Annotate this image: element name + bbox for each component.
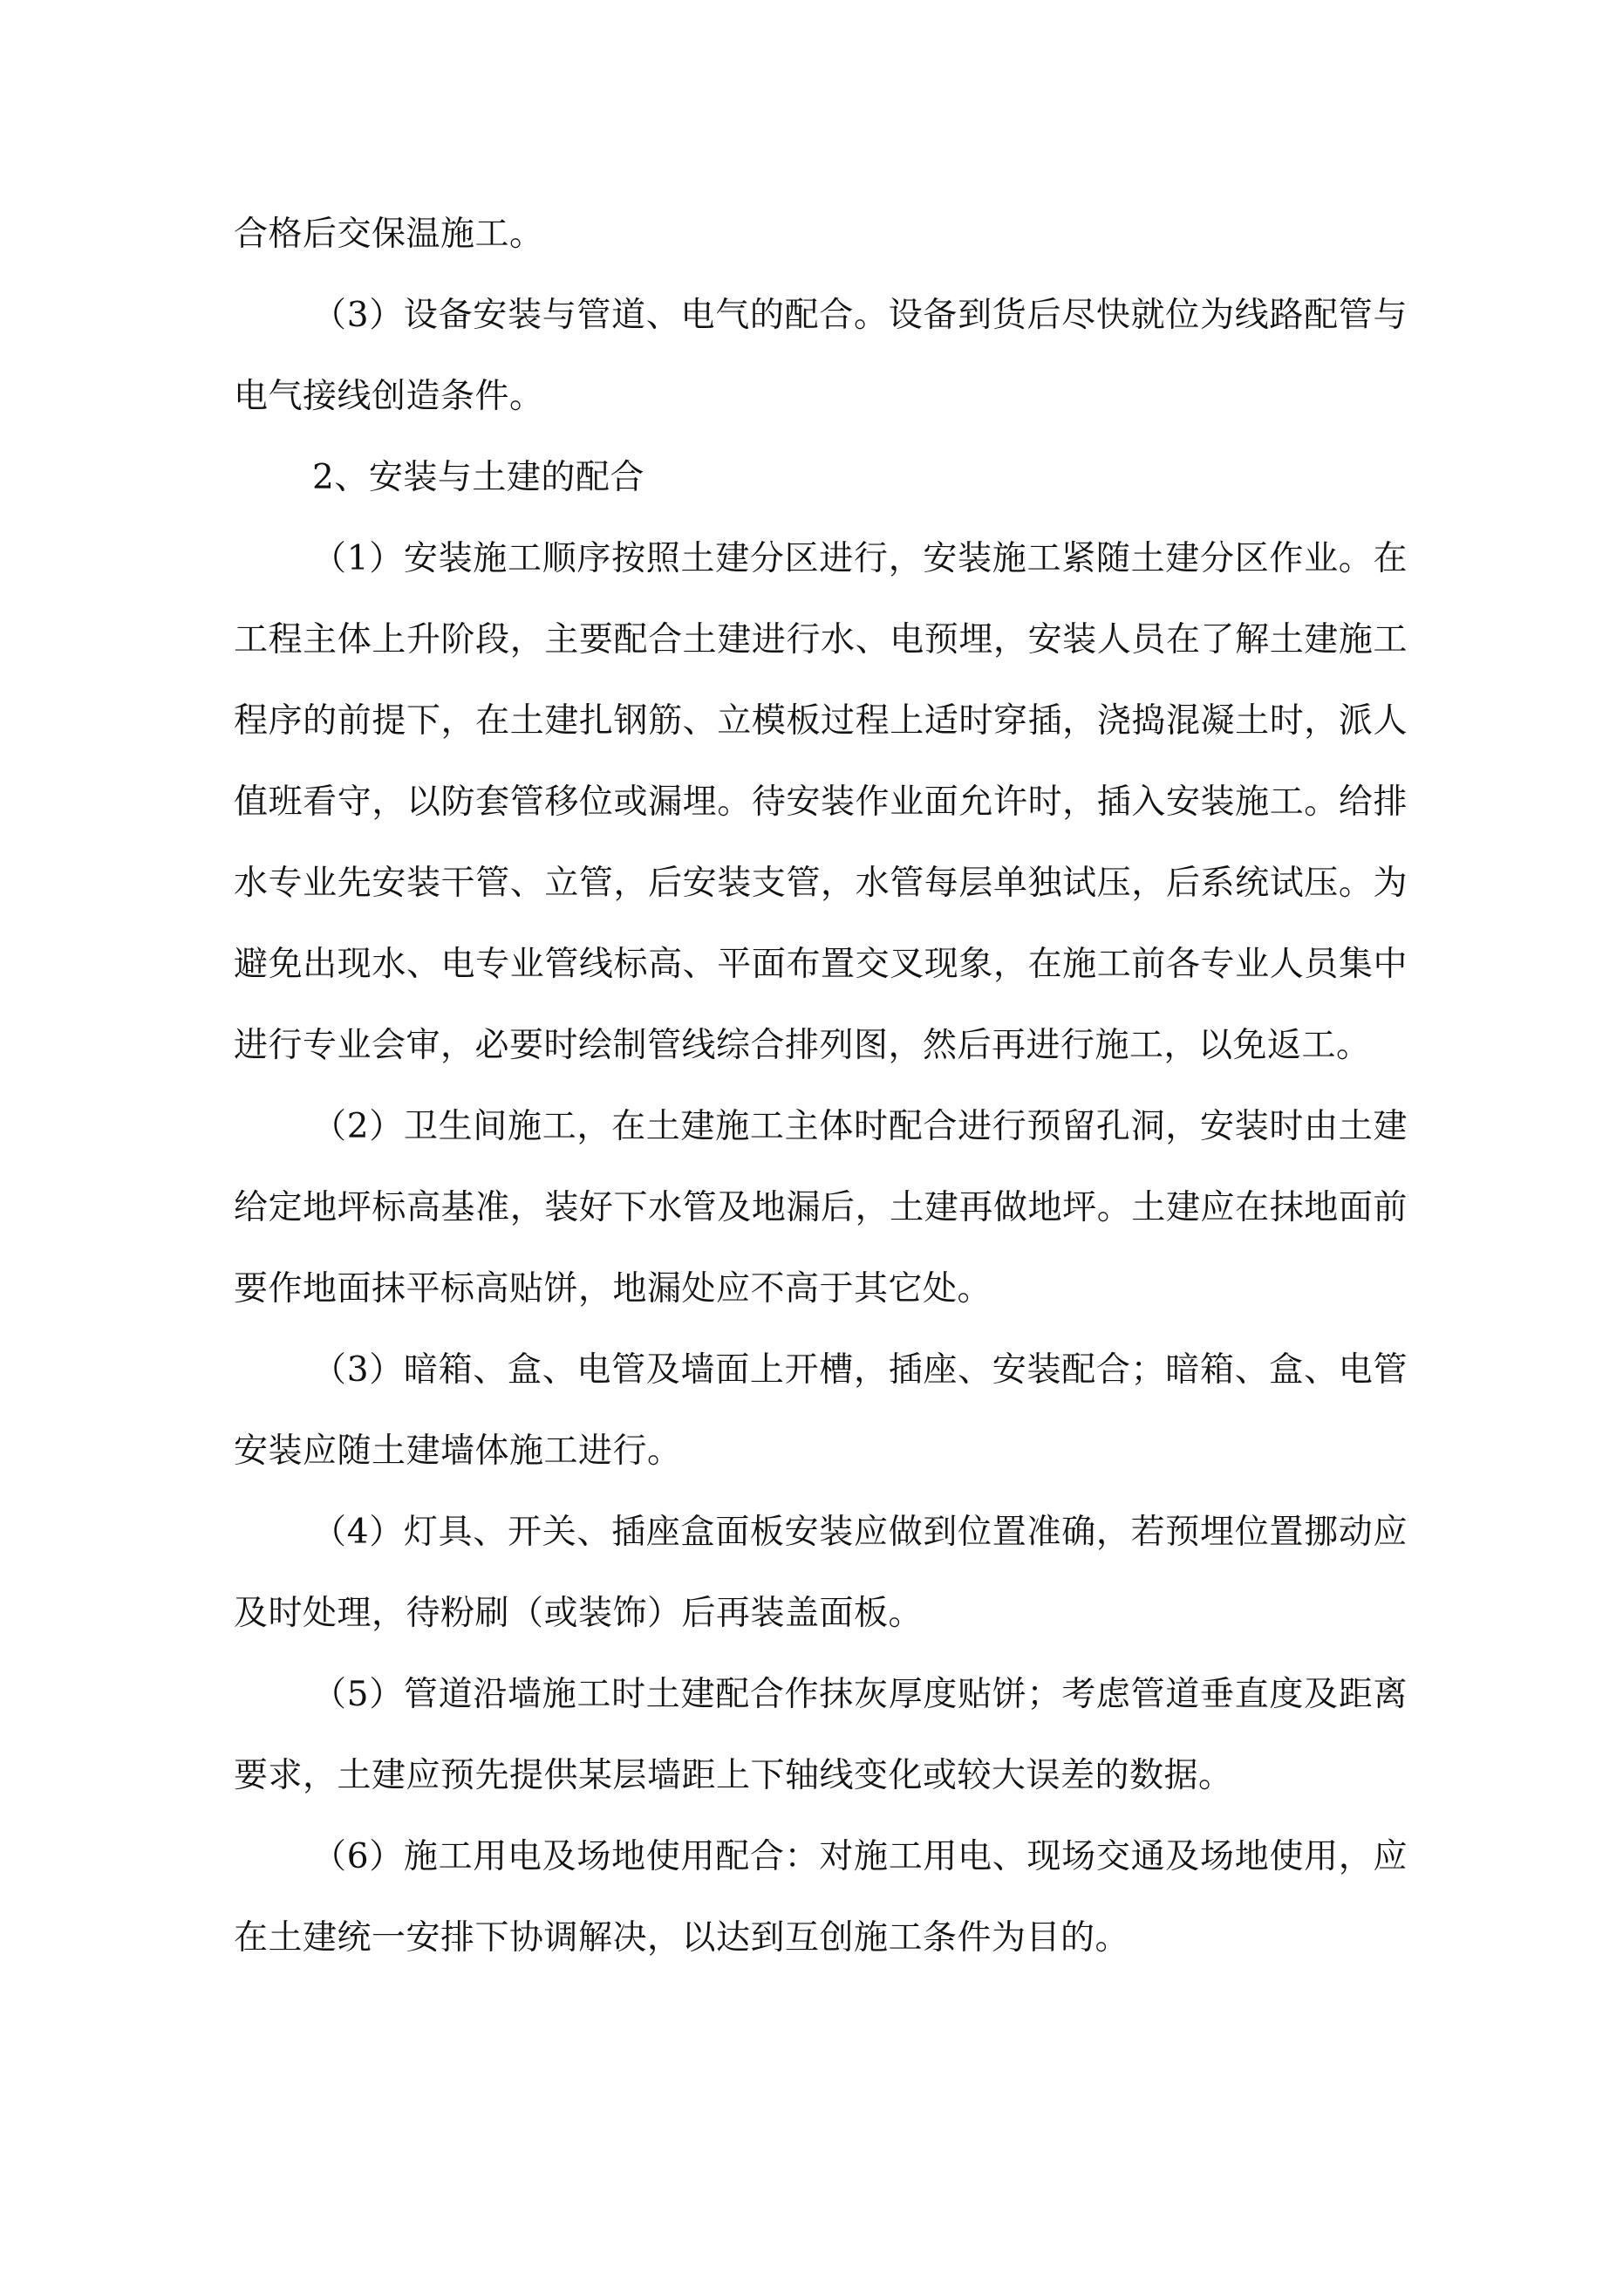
document-body [234,194,1408,1978]
section-heading-civil-coordination: 2、安装与土建的配合 [312,458,644,497]
paragraph-site-power: （6）施工用电及场地使用配合：对施工用电、现场交通及场地使用，应在土建统一安排下协调解决，以达到互创施工条件为目的。 [234,1837,1408,1958]
paragraph-wall-piping: （5）管道沿墙施工时土建配合作抹灰厚度贴饼；考虑管道垂直度及距离要求，土建应预先提供某层墙距上下轴线变化或较大误差的数据。 [234,1675,1408,1795]
paragraph-bathroom-construction: （2）卫生间施工，在土建施工主体时配合进行预留孔洞，安装时由土建给定地坪标高基准，装好下水管及地漏后，土建再做地坪。土建应在抹地面前要作地面抹平标高贴饼，地漏处应不高于其它处。 [234,1107,1408,1309]
paragraph-construction-sequence: （1）安装施工顺序按照土建分区进行，安装施工紧随土建分区作业。在工程主体上升阶段，主要配合土建进行水、电预埋，安装人员在了解土建施工程序的前提下，在土建扎钢筋、立模板过程上适时穿插，浇捣混凝土时，派人值班看守，以防套管移位或漏埋。待安装作业面允许时，插入安装施工。给排水专业先安装干管、立管，后安装支管，水管每层单独试压，后系统试压。为避免出现水、电专业管线标高、平面布置交叉现象，在施工前各专业人员集中进行专业会审，必要时绘制管线综合排列图，然后再进行施工，以免返工。 [234,539,1408,1065]
paragraph-continuation: 合格后交保温施工。 [234,215,544,254]
paragraph-fixture-installation: （4）灯具、开关、插座盒面板安装应做到位置准确，若预埋位置挪动应及时处理，待粉刷（或装饰）后再装盖面板。 [234,1513,1408,1633]
paragraph-concealed-boxes: （3）暗箱、盒、电管及墙面上开槽，插座、安装配合；暗箱、盒、电管安装应随土建墙体施工进行。 [234,1350,1408,1471]
paragraph-equipment-coordination: （3）设备安装与管道、电气的配合。设备到货后尽快就位为线路配管与电气接线创造条件。 [234,296,1408,416]
